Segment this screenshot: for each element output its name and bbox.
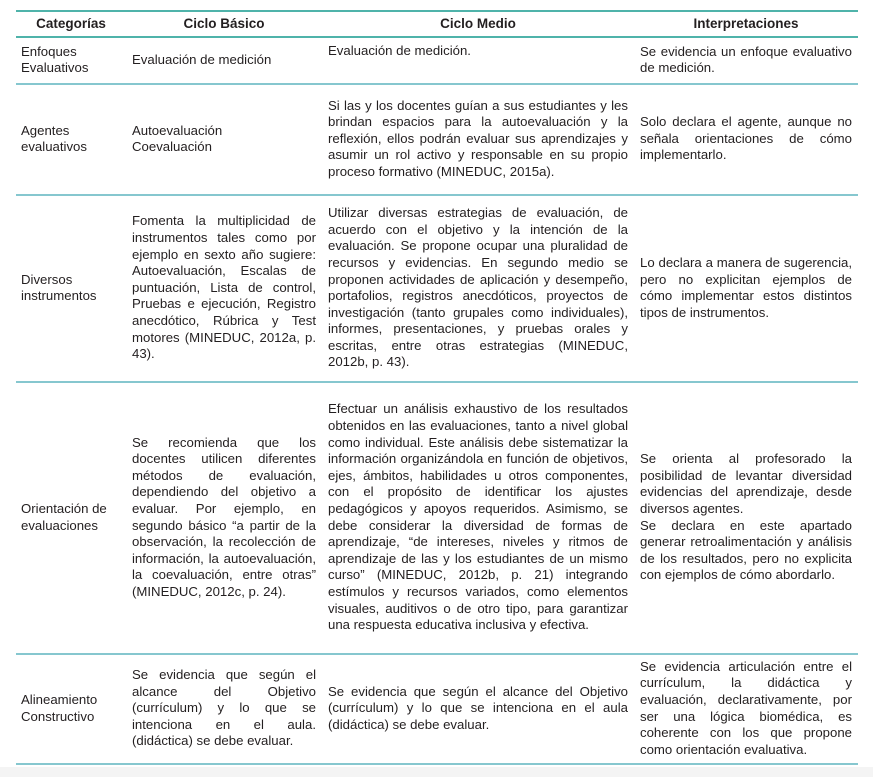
table-row [16, 195, 858, 382]
header-row [16, 11, 858, 37]
comparison-table [16, 10, 858, 765]
cell-ciclo-basico [126, 84, 322, 195]
cell-ciclo-medio: Si las y los docentes guían a sus estudiantes y les brindan espacios para la autoevaluación y la reflexión, ellos podrán evaluar sus aprendizajes y asumir un rol activo y responsable en su propio proceso formativo (MINEDUC, 2015a). [328, 97, 628, 179]
cell-ciclo-basico: Evaluación de medición [132, 51, 272, 67]
table-row [16, 37, 858, 84]
cell-interpretacion: Lo declara a manera de sugerencia, pero no explicitan ejemplos de cómo implementar estos distintos tipos de instrumentos. [640, 254, 852, 320]
cell-line: Coevaluación [132, 139, 212, 155]
header-interpretaciones: Interpretaciones [693, 16, 799, 31]
cell-line: Autoevaluación [132, 122, 223, 138]
table-row [16, 654, 858, 764]
cell-ciclo-medio: Efectuar un análisis exhaustivo de los resultados obtenidos en las evaluaciones, tanto a nivel global como individual. Este análisis debe sistematizar la información organizándola en función de objetivos, ejes, ámbitos, habilidades u otros componentes, con el propósito de identificar los ajustes pedagógicos y apoyos requeridos. Asimismo, se debe considerar la diversidad de formas de aprendizaje, “de intereses, niveles y ritmos de aprendizaje de las y los estudiantes de un mismo curso” (MINEDUC, 2012b, p. 21) integrando estímulos y recursos variados, como elementos visuales, auditivos o de otro tipo, para garantizar una respuesta educativa inclusiva y efectiva. [328, 401, 628, 633]
page-bottom-shade [0, 767, 873, 777]
cell-ciclo-medio: Utilizar diversas estrategias de evaluación, de acuerdo con el objetivo y la intención de la evaluación. Se propone ocupar una pluralidad de recursos y evidencias. En segundo medio se proponen actividades de aplicación y desempeño, portafolios, registros anecdóticos, proyectos de investigación (tanto grupales como individuales), informes, presentaciones, y pruebas orales y escritas, entre otras estrategias (MINEDUC, 2012b, p. 43). [328, 205, 628, 370]
cell-interpretacion: Solo declara el agente, aunque no señala orientaciones de cómo implementarlo. [640, 114, 852, 163]
cell-interpretacion: Se evidencia articulación entre el currículum, la didáctica y evaluación, declarativamente, por ser una lógica biomédica, es coherente con los que propone como orientación evaluativa. [640, 658, 852, 757]
cell-interpretacion: Se evidencia un enfoque evaluativo de medición. [640, 43, 852, 76]
cell-categoria: Diversos instrumentos [21, 271, 97, 304]
table-body [16, 37, 858, 764]
table-row [16, 84, 858, 195]
cell-categoria: Agentes evaluativos [21, 122, 87, 155]
cell-ciclo-medio: Se evidencia que según el alcance del Objetivo (currículum) y lo que se intenciona en el aula (didáctica) se debe evaluar. [328, 683, 628, 732]
cell-ciclo-medio: Evaluación de medición. [328, 42, 471, 58]
cell-categoria: Orientación de evaluaciones [21, 501, 107, 533]
cell-interpretacion [634, 382, 858, 654]
header-ciclo-medio: Ciclo Medio [440, 16, 516, 31]
cell-categoria: Enfoques Evaluativos [21, 43, 89, 76]
header-categorias: Categorías [36, 16, 106, 31]
cell-paragraph: Se declara en este apartado generar retroalimentación y análisis de los resultados, pero no explicita con ejemplos de cómo abordarlo. [640, 517, 852, 583]
cell-paragraph: Se orienta al profesorado la posibilidad de levantar diversidad evidencias del aprendizaje, desde diversos agentes. [640, 451, 852, 516]
cell-ciclo-basico: Se recomienda que los docentes utilicen diferentes métodos de evaluación, dependiendo del objetivo a evaluar. Por ejemplo, en segundo básico “a partir de la observación, la recolección de información, la autoevaluación, la coevaluación, entre otras” (MINEDUC, 2012c, p. 24). [132, 434, 316, 599]
cell-ciclo-basico: Fomenta la multiplicidad de instrumentos tales como por ejemplo en sexto año sugiere: Autoevaluación, Escalas de puntuación, Lista de control, Pruebas e ejecución, Registro anecdótico, Rúbrica y Test motores (MINEDUC, 2012a, p. 43). [132, 213, 316, 362]
table-row [16, 382, 858, 654]
table-header [16, 11, 858, 37]
cell-ciclo-basico: Se evidencia que según el alcance del Objetivo (currículum) y lo que se intenciona en el aula. (didáctica) se debe evaluar. [132, 667, 316, 749]
header-ciclo-basico: Ciclo Básico [183, 16, 265, 31]
cell-categoria: Alineamiento Constructivo [21, 692, 98, 724]
